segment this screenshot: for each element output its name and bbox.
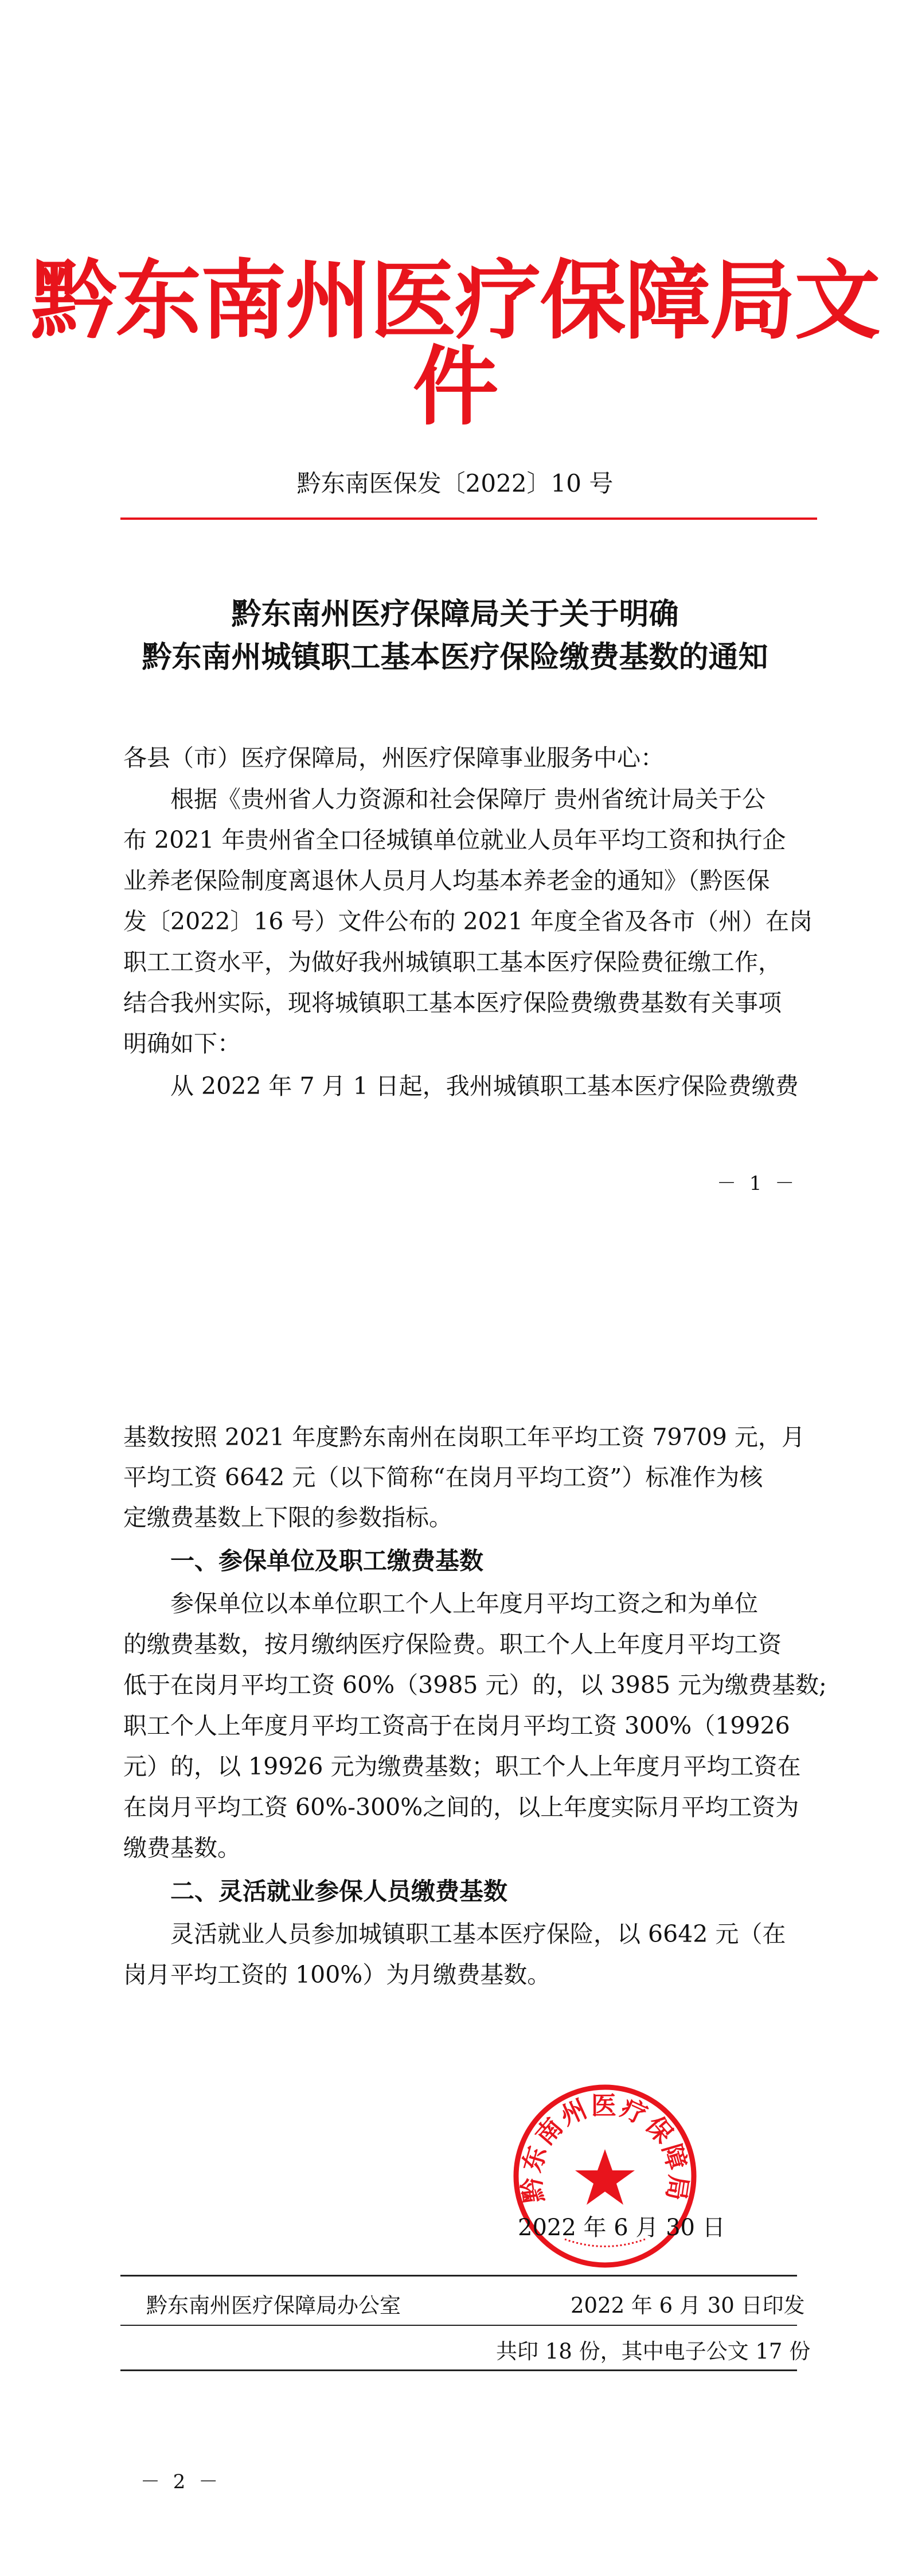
footer-middle-rule — [120, 2325, 797, 2326]
footer-copies: 共印 18 份，其中电子公文 17 份 — [496, 2339, 811, 2364]
paragraph-line: 业养老保险制度离退休人员月人均基本养老金的通知》（黔医保 — [123, 867, 770, 894]
paragraph-line: 元）的，以 19926 元为缴费基数；职工个人上年度月平均工资在 — [123, 1753, 801, 1780]
signing-date: 2022 年 6 月 30 日 — [518, 2215, 725, 2241]
paragraph-line: 灵活就业人员参加城镇职工基本医疗保险，以 6642 元（在 — [170, 1920, 786, 1948]
paragraph-line: 布 2021 年贵州省全口径城镇单位就业人员年平均工资和执行企 — [123, 826, 786, 854]
red-divider-line — [120, 517, 817, 520]
paragraph-line: 结合我州实际，现将城镇职工基本医疗保险费缴费基数有关事项 — [123, 989, 782, 1017]
paragraph-line: 低于在岗月平均工资 60%（3985 元）的，以 3985 元为缴费基数; — [123, 1671, 827, 1699]
paragraph-line: 发〔2022〕16 号）文件公布的 2021 年度全省及各市（州）在岗 — [123, 908, 813, 935]
paragraph-line: 岗月平均工资的 100%）为月缴费基数。 — [123, 1961, 551, 1989]
paragraph-line: 平均工资 6642 元（以下简称“在岗月平均工资”）标准作为核 — [123, 1464, 763, 1491]
paragraph-line: 基数按照 2021 年度黔东南州在岗职工年平均工资 79709 元，月 — [123, 1423, 805, 1451]
paragraph-line: 职工工资水平，为做好我州城镇职工基本医疗保险费征缴工作， — [123, 948, 782, 976]
page-number-2: － 2 － — [140, 2470, 222, 2493]
paragraph-line: 参保单位以本单位职工个人上年度月平均工资之和为单位 — [170, 1590, 758, 1617]
footer-top-rule — [120, 2275, 797, 2277]
svg-text:黔东南州医疗保障局: 黔东南州医疗保障局 — [517, 2091, 693, 2205]
paragraph-line: 明确如下： — [123, 1030, 241, 1057]
paragraph-line: 在岗月平均工资 60%-300%之间的，以上年度实际月平均工资为 — [123, 1793, 799, 1821]
issuing-authority-header: 黔东南州医疗保障局文件 — [30, 251, 880, 437]
page-number-1: － 1 － — [717, 1172, 798, 1195]
section-heading-2: 二、灵活就业参保人员缴费基数 — [170, 1877, 508, 1905]
paragraph-line: 定缴费基数上下限的参数指标。 — [123, 1504, 452, 1531]
addressee-line: 各县（市）医疗保障局，州医疗保障事业服务中心： — [123, 744, 664, 772]
document-number: 黔东南医保发〔2022〕10 号 — [296, 469, 614, 497]
footer-office: 黔东南州医疗保障局办公室 — [146, 2293, 401, 2318]
notice-title-line-2: 黔东南州城镇职工基本医疗保险缴费基数的通知 — [142, 640, 768, 675]
paragraph-line: 根据《贵州省人力资源和社会保障厅 贵州省统计局关于公 — [170, 785, 766, 813]
footer-print-date: 2022 年 6 月 30 日印发 — [571, 2293, 805, 2318]
paragraph-line: 的缴费基数，按月缴纳医疗保险费。职工个人上年度月平均工资 — [123, 1631, 782, 1658]
paragraph-line: 缴费基数。 — [123, 1834, 241, 1862]
section-heading-1: 一、参保单位及职工缴费基数 — [170, 1547, 484, 1575]
official-seal-stamp — [510, 2081, 700, 2271]
paragraph-2-line-1: 从 2022 年 7 月 1 日起，我州城镇职工基本医疗保险费缴费 — [170, 1072, 799, 1100]
paragraph-line: 职工个人上年度月平均工资高于在岗月平均工资 300%（19926 — [123, 1712, 790, 1740]
footer-bottom-rule — [120, 2369, 797, 2371]
notice-title-line-1: 黔东南州医疗保障局关于关于明确 — [231, 597, 679, 632]
